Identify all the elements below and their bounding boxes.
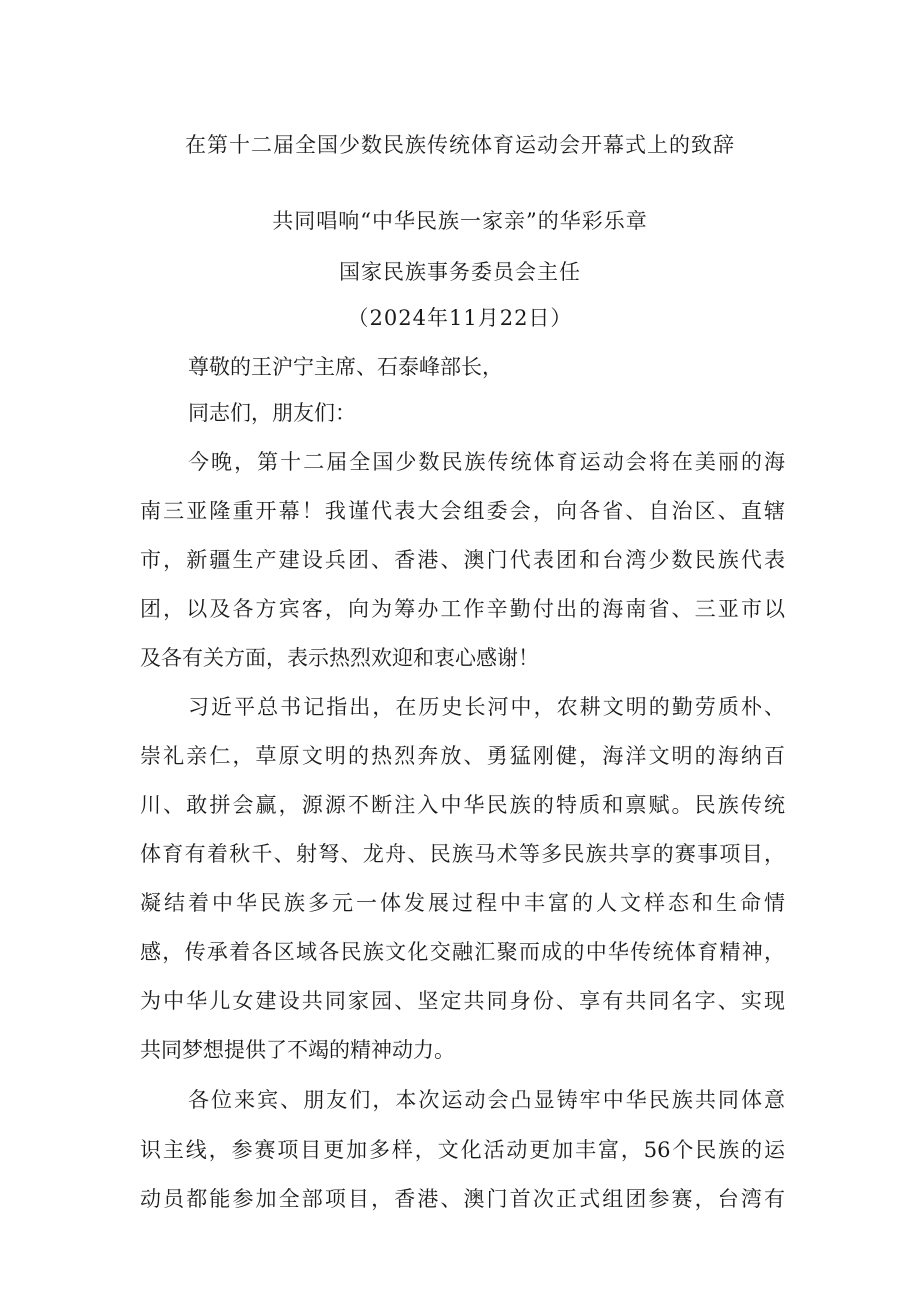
speech-date: （2024年11月22日） [347, 306, 573, 330]
paragraph-line: 今晚，第十二届全国少数民族传统体育运动会将在美丽的海 [188, 450, 785, 474]
paragraph-line: 川、敢拼会赢，源源不断注入中华民族的特质和禀赋。民族传统 [140, 793, 785, 817]
paragraph-line: 为中华儿女建设共同家园、坚定共同身份、享有共同名字、实现 [140, 989, 785, 1013]
paragraph-line: 体育有着秋千、射弩、龙舟、民族马术等多民族共享的赛事项目， [140, 842, 785, 866]
paragraph-line: 习近平总书记指出，在历史长河中，农耕文明的勤劳质朴、 [188, 695, 785, 719]
salutation-line: 同志们，朋友们： [188, 401, 356, 425]
paragraph-line: 凝结着中华民族多元一体发展过程中丰富的人文样态和生命情 [140, 891, 785, 915]
paragraph-line: 市，新疆生产建设兵团、香港、澳门代表团和台湾少数民族代表 [140, 548, 785, 572]
document-subtitle: 共同唱响“中华民族一家亲”的华彩乐章 [272, 209, 648, 233]
paragraph-line: 团，以及各方宾客，向为筹办工作辛勤付出的海南省、三亚市以 [140, 597, 785, 621]
paragraph-line: 识主线，参赛项目更加多样，文化活动更加丰富，56个民族的运 [140, 1138, 785, 1162]
paragraph-line: 各位来宾、朋友们，本次运动会凸显铸牢中华民族共同体意 [188, 1088, 785, 1112]
speaker-title: 国家民族事务委员会主任 [339, 260, 581, 284]
document-title: 在第十二届全国少数民族传统体育运动会开幕式上的致辞 [185, 133, 735, 157]
paragraph-line: 共同梦想提供了不竭的精神动力。 [140, 1038, 455, 1062]
paragraph-line: 及各有关方面，表示热烈欢迎和衷心感谢！ [140, 646, 539, 670]
paragraph-line: 感，传承着各区域各民族文化交融汇聚而成的中华传统体育精神， [140, 940, 785, 964]
paragraph-line: 崇礼亲仁，草原文明的热烈奔放、勇猛刚健，海洋文明的海纳百 [140, 744, 785, 768]
paragraph-line: 南三亚隆重开幕！我谨代表大会组委会，向各省、自治区、直辖 [140, 499, 785, 523]
paragraph-line: 动员都能参加全部项目，香港、澳门首次正式组团参赛，台湾有 [140, 1187, 785, 1211]
salutation-line: 尊敬的王沪宁主席、石泰峰部长， [188, 355, 503, 379]
